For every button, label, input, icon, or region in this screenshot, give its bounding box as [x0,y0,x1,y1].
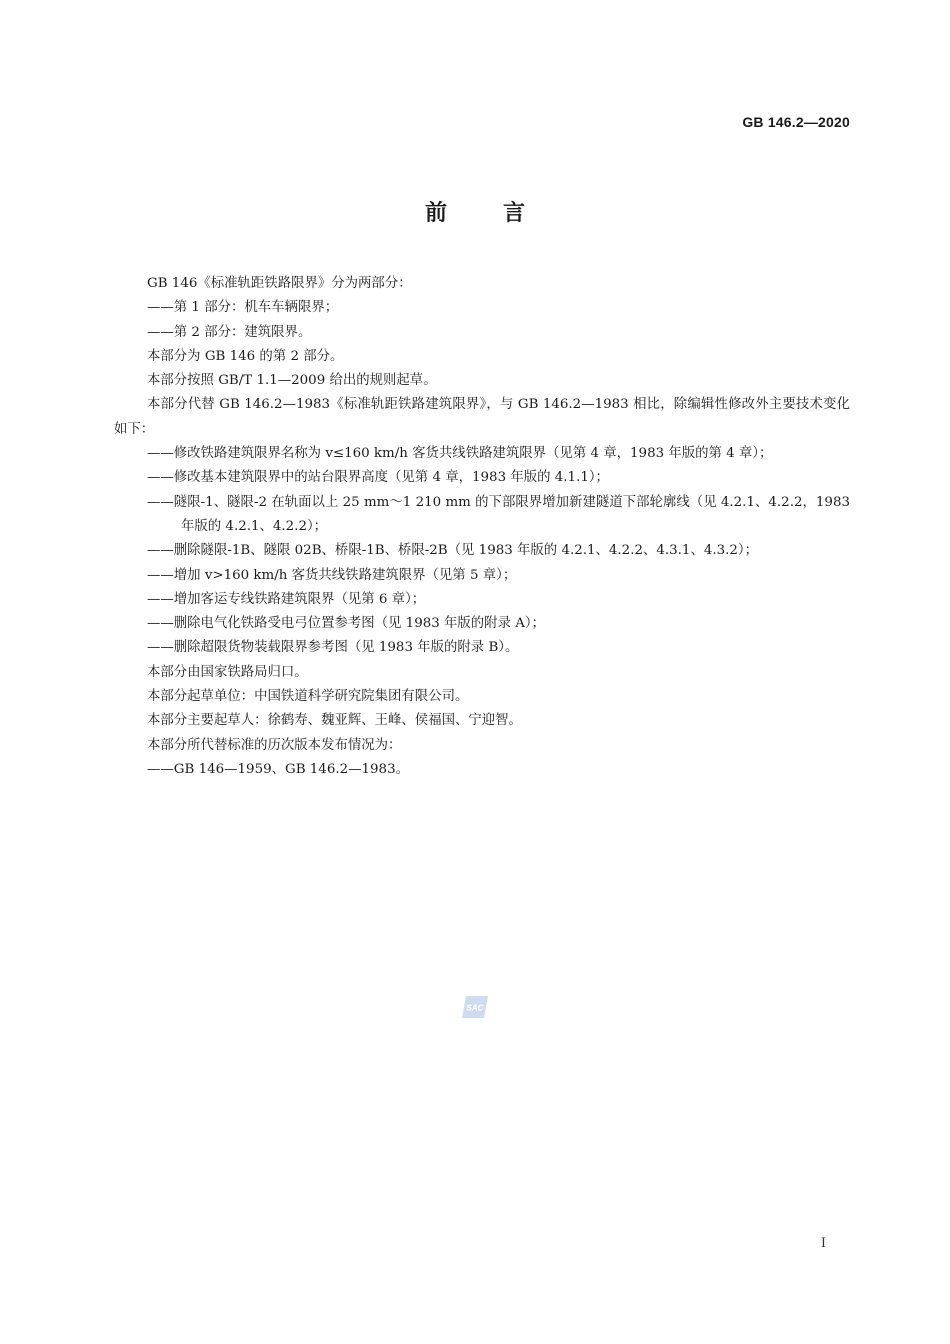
list-item: ——修改铁路建筑限界名称为 v≤160 km/h 客货共线铁路建筑限界（见第 4 章，1983 年版的第 4 章）； [147,446,773,462]
list-item: ——修改基本建筑限界中的站台限界高度（见第 4 章，1983 年版的 4.1.1）； [147,470,609,486]
sac-logo-icon [462,996,488,1018]
page-title: 前言 [424,201,581,226]
list-item: ——删除超限货物装载限界参考图（见 1983 年版的附录 B）。 [147,640,519,656]
paragraph: 本部分为 GB 146 的第 2 部分。 [147,348,344,364]
document-code: GB 146.2—2020 [742,114,850,130]
list-item: ——增加 v>160 km/h 客货共线铁路建筑限界（见第 5 章）； [147,567,517,583]
list-item: ——删除电气化铁路受电弓位置参考图（见 1983 年版的附录 A）； [147,616,545,632]
foreword-body [114,272,850,782]
paragraph: ——GB 146—1959、GB 146.2—1983。 [147,761,409,777]
list-item: ——增加客运专线铁路建筑限界（见第 6 章）； [147,591,426,607]
page-number: I [820,1236,826,1251]
paragraph: ——第 2 部分：建筑限界。 [147,324,312,340]
paragraph: 本部分所代替标准的历次版本发布情况为： [147,737,402,753]
list-item: ——隧限-1、隧限-2 在轨面以上 25 mm～1 210 mm 的下部限界增加新建隧道下部轮廓线（见 4.2.1、4.2.2，1983 年版的 4.2.1、4.2.2）； [147,494,850,534]
paragraph: 本部分主要起草人：徐鹤寿、魏亚辉、王峰、侯福国、宁迎智。 [147,713,522,729]
svg-text:SAC: SAC [466,1003,484,1013]
list-item: ——删除隧限-1B、隧限 02B、桥限-1B、桥限-2B（见 1983 年版的 4.2.1、4.2.2、4.3.1、4.3.2）； [147,543,758,559]
paragraph: ——第 1 部分：机车车辆限界； [147,300,339,316]
paragraph: 本部分按照 GB/T 1.1—2009 给出的规则起草。 [147,373,437,389]
paragraph: 本部分代替 GB 146.2—1983《标准轨距铁路建筑限界》，与 GB 146.2—1983 相比，除编辑性修改外主要技术变化如下： [114,397,850,437]
paragraph: GB 146《标准轨距铁路限界》分为两部分： [147,276,412,291]
paragraph: 本部分起草单位：中国铁道科学研究院集团有限公司。 [147,689,469,705]
paragraph: 本部分由国家铁路局归口。 [147,664,308,680]
